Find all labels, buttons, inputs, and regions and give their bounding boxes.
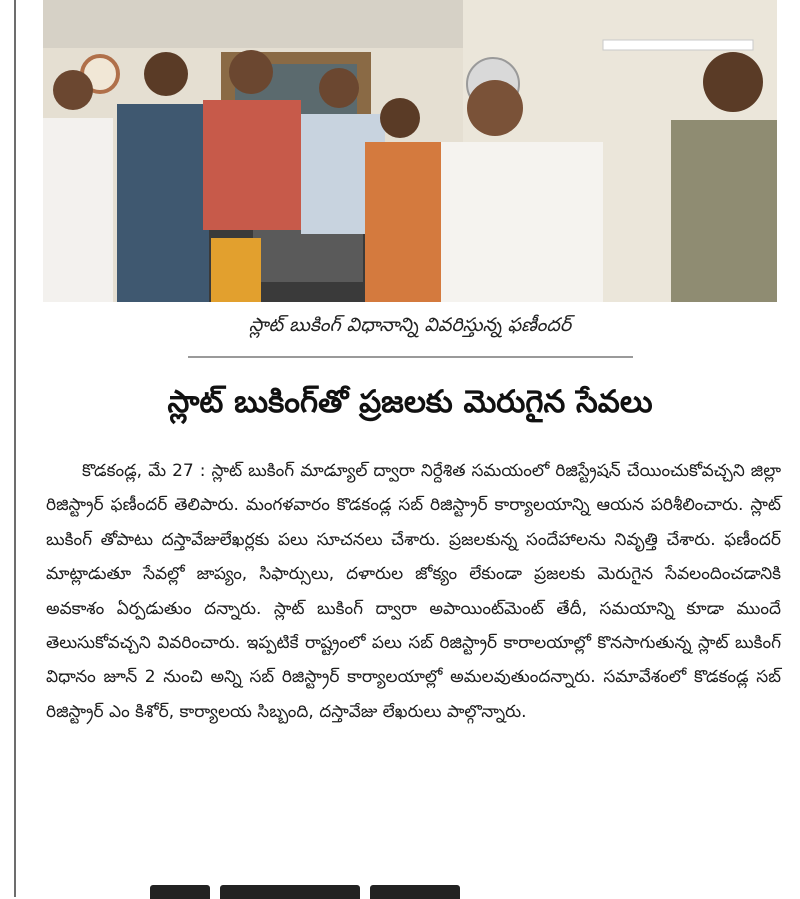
article-dateline: కొడకండ్ల, మే 27 : [82,461,206,481]
photo-caption: స్లాట్ బుకింగ్ విధానాన్ని వివరిస్తున్న ఫణీందర్ [248,314,572,336]
article-body [46,454,781,729]
article-headline: స్లాట్ బుకింగ్‌తో ప్రజలకు మెరుగైన సేవలు [167,384,653,420]
column-divider [14,0,16,897]
article-text: స్లాట్ బుకింగ్ మాడ్యూల్ ద్వారా నిర్దేశిత సమయంలో రిజిస్ట్రేషన్ చేయించుకోవచ్చని జిల్లా రిజిస్ట్రార్ ఫణీందర్ తెలిపారు. మంగళవారం కొడకండ్ల సబ్ రిజిస్ట్రార్ కార్యాలయాన్ని ఆయన పరిశీలించారు. స్లాట్ బుకింగ్ తోపాటు దస్తావేజులేఖర్లకు పలు సూచనలు చేశారు. ప్రజలకున్న సందేహాలను నివృత్తి చేశారు. ఫణీందర్ మాట్లాడుతూ సేవల్లో జాప్యం, సిఫార్సులు, దళారుల జోక్యం లేకుండా ప్రజలకు మెరుగైన సేవలందించడానికి అవకాశం ఏర్పడుతుం దన్నారు. స్లాట్ బుకింగ్ ద్వారా అపాయింట్‌మెంట్ తేదీ, సమయాన్ని కూడా ముందే తెలుసుకోవచ్చని వివరించారు. ఇప్పటికే రాష్ట్రంలో పలు సబ్ రిజిస్ట్రార్ కారాలయాల్లో కొనసాగుతున్న స్లాట్ బుకింగ్ విధానం జూన్ 2 నుంచి అన్ని సబ్ రిజిస్ట్రార్ కార్యాలయాల్లో అమలవుతుందన్నారు. సమావేశంలో కొడకండ్ల సబ్ రిజిస్ట్రార్ ఎం కిశోర్, కార్యాలయ సిబ్బంది, దస్తావేజు లేఖరులు పాల్గొన్నారు. [46,461,781,722]
news-photo [43,0,777,302]
caption-divider [188,356,633,358]
